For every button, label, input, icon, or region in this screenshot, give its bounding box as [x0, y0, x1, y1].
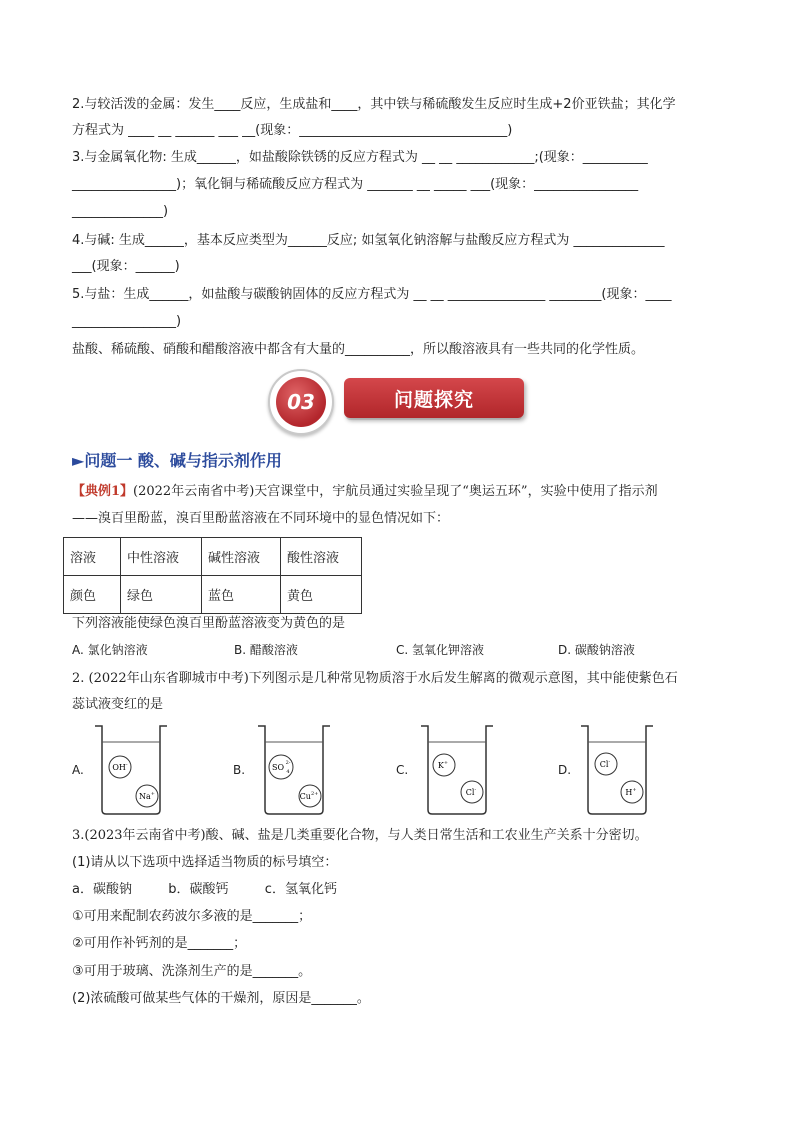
text-line-4: ________________)；氧化铜与稀硫酸反应方程式为 _______ __ _____ ___(现象：________________	[72, 177, 639, 192]
question3-item-2: ②可用作补钙剂的是_______；	[72, 936, 247, 951]
question3-item-1: ①可用来配制农药波尔多液的是_______；	[72, 909, 312, 924]
example-line-2: ——溴百里酚蓝，溴百里酚蓝溶液在不同环境中的显色情况如下：	[72, 511, 450, 526]
svg-text:OH-	[112, 762, 128, 772]
text-line-1: 2.与较活泼的金属：发生____反应，生成盐和____，其中铁与稀硫酸发生反应时生成+2价亚铁盐；其化学	[72, 97, 676, 112]
indicator-table	[63, 537, 362, 614]
example-text: (2022年云南省中考)天宫课堂中，宇航员通过实验呈现了“奥运五环”，实验中使用了指示剂	[133, 484, 658, 499]
example-tag: 【典例1】	[72, 484, 134, 499]
ion-label: Na	[139, 792, 151, 801]
option-a[interactable]: A. 氯化钠溶液	[72, 643, 148, 657]
ion-label: K	[437, 761, 444, 770]
text-line-7: ___(现象：______)	[72, 259, 180, 274]
ion-charge: -	[125, 762, 128, 768]
choice-b: b．碳酸钙	[168, 882, 229, 897]
table-row	[64, 576, 362, 614]
table-cell: 酸性溶液	[281, 538, 362, 576]
beaker-label-a[interactable]: A.	[72, 763, 84, 777]
question3-choices	[72, 880, 337, 900]
text-line-10: 盐酸、稀硫酸、硝酸和醋酸溶液中都含有大量的__________，所以酸溶液具有一些共同的化学性质。	[72, 342, 645, 357]
beaker-d-icon[interactable]	[578, 720, 658, 820]
beaker-b-icon[interactable]	[255, 720, 335, 820]
table-cell: 中性溶液	[121, 538, 202, 576]
ion-charge: +	[443, 760, 449, 766]
ion-label: Cl	[599, 760, 609, 769]
option-c[interactable]: C. 氢氧化钾溶液	[396, 643, 485, 657]
ion-charge: 2-	[285, 760, 291, 766]
question3-sub1: (1)请从以下选项中选择适当物质的标号填空：	[72, 855, 338, 870]
question3-item-3: ③可用于玻璃、洗涤剂生产的是_______。	[72, 964, 312, 979]
option-d[interactable]: D. 碳酸钠溶液	[558, 643, 635, 657]
beaker-label-d[interactable]: D.	[558, 763, 572, 777]
text-line-2: 方程式为 ____ __ ______ ___ __(现象：________________________________)	[72, 123, 513, 138]
ion-charge: 2+	[310, 791, 319, 797]
beaker-label-c[interactable]: C.	[396, 763, 409, 777]
text-line-5: ______________)	[72, 204, 169, 219]
ion-charge: -	[608, 759, 611, 765]
beaker-c-icon[interactable]	[418, 720, 498, 820]
table-cell: 溶液	[64, 538, 121, 576]
text-line-3: 3.与金属氧化物: 生成______，如盐酸除铁锈的反应方程式为 __ __ ____________;(现象：__________	[72, 150, 648, 165]
table-cell: 黄色	[281, 576, 362, 614]
section-number: 03	[276, 377, 326, 427]
table-cell: 颜色	[64, 576, 121, 614]
text-line-6: 4.与碱: 生成______，基本反应类型为______反应; 如氢氧化钠溶解与盐酸反应方程式为 ______________	[72, 233, 665, 248]
svg-text:SO	[272, 763, 284, 772]
ion-label: Cl	[465, 788, 475, 797]
question3-sub2: (2)浓硫酸可做某些气体的干燥剂，原因是_______。	[72, 991, 370, 1006]
example-line-1	[72, 482, 658, 502]
section-title-banner: 问题探究	[344, 378, 524, 418]
beaker-a-icon[interactable]	[92, 720, 172, 820]
ion-label: Cu	[299, 792, 311, 801]
question-heading	[72, 448, 282, 471]
question2-line-1: 2. (2022年山东省聊城市中考)下列图示是几种常见物质溶于水后发生解离的微观示意图，其中能使紫色石	[72, 671, 678, 686]
question2-line-2: 蕊试液变红的是	[72, 697, 164, 712]
table-cell: 绿色	[121, 576, 202, 614]
choice-c: c．氢氧化钙	[264, 882, 337, 897]
ion-label: OH	[112, 763, 126, 772]
section-number-badge	[268, 369, 334, 435]
beaker-label-b[interactable]: B.	[233, 763, 246, 777]
ion-charge: +	[632, 787, 637, 793]
choice-a: a．碳酸钠	[72, 882, 132, 897]
table-cell: 碱性溶液	[202, 538, 281, 576]
triangle-marker-icon: ►	[72, 451, 85, 470]
ion-subscript: 4	[286, 769, 290, 775]
ion-label: H	[625, 788, 633, 797]
question3-text: 3.(2023年云南省中考)酸、碱、盐是几类重要化合物，与人类日常生活和工农业生产关系十分密切。	[72, 828, 648, 843]
option-b[interactable]: B. 醋酸溶液	[234, 643, 298, 657]
question-heading-text: 问题一 酸、碱与指示剂作用	[84, 451, 282, 470]
table-row	[64, 538, 362, 576]
ion-charge: -	[474, 787, 477, 793]
question1-prompt: 下列溶液能使绿色溴百里酚蓝溶液变为黄色的是	[72, 616, 346, 631]
ion-label: SO	[271, 763, 285, 772]
ion-charge: +	[150, 791, 155, 797]
text-line-9: ________________)	[72, 314, 182, 329]
table-cell: 蓝色	[202, 576, 281, 614]
text-line-8: 5.与盐：生成______，如盐酸与碳酸钠固体的反应方程式为 __ __ _______________ ________(现象：____	[72, 287, 672, 302]
